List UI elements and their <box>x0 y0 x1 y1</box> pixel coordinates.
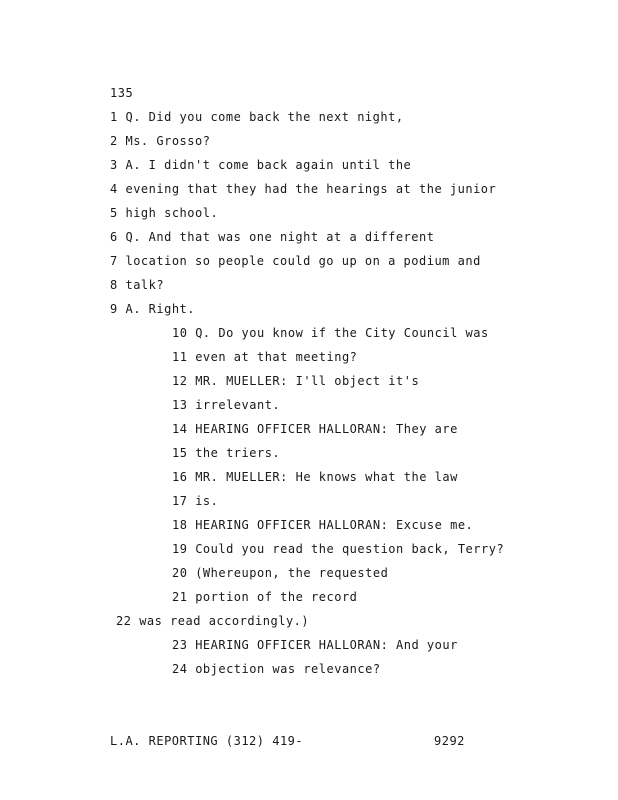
line-text: Q. Did you come back the next night, <box>125 110 404 124</box>
line-number: 16 <box>172 470 188 484</box>
line-number: 19 <box>172 542 188 556</box>
transcript-line <box>172 326 489 340</box>
transcript-line <box>110 278 164 292</box>
line-text: A. I didn't come back again until the <box>125 158 412 172</box>
transcript-line <box>116 614 309 628</box>
line-number: 9 <box>110 302 118 316</box>
line-number: 6 <box>110 230 118 244</box>
line-number: 22 <box>116 614 132 628</box>
transcript-line <box>172 566 388 580</box>
line-text: irrelevant. <box>195 398 281 412</box>
line-number: 2 <box>110 134 118 148</box>
transcript-line <box>110 134 210 148</box>
line-text: HEARING OFFICER HALLORAN: And your <box>195 638 458 652</box>
transcript-line <box>172 422 458 436</box>
line-text: A. Right. <box>125 302 195 316</box>
line-text: high school. <box>125 206 219 220</box>
line-number: 23 <box>172 638 188 652</box>
line-number: 15 <box>172 446 188 460</box>
line-number: 7 <box>110 254 118 268</box>
line-text: Ms. Grosso? <box>125 134 211 148</box>
line-number: 8 <box>110 278 118 292</box>
line-number: 20 <box>172 566 188 580</box>
line-text: even at that meeting? <box>195 350 358 364</box>
transcript-line <box>172 590 357 604</box>
page-number: 135 <box>110 86 134 100</box>
transcript-line <box>110 254 481 268</box>
line-number: 17 <box>172 494 188 508</box>
transcript-line <box>110 110 404 124</box>
transcript-line <box>172 374 419 388</box>
transcript-line <box>110 182 496 196</box>
line-text: was read accordingly.) <box>139 614 310 628</box>
transcript-line <box>172 350 357 364</box>
line-number: 1 <box>110 110 118 124</box>
line-number: 13 <box>172 398 188 412</box>
footer-phone-suffix: 9292 <box>434 734 465 748</box>
transcript-line <box>172 662 381 676</box>
footer-reporter: L.A. REPORTING (312) 419- <box>110 734 304 748</box>
line-text: the triers. <box>195 446 281 460</box>
line-text: location so people could go up on a podium and <box>125 254 481 268</box>
line-number: 11 <box>172 350 188 364</box>
transcript-line <box>172 398 280 412</box>
line-text: MR. MUELLER: He knows what the law <box>195 470 458 484</box>
line-text: Q. Do you know if the City Council was <box>195 326 489 340</box>
line-text: HEARING OFFICER HALLORAN: Excuse me. <box>195 518 474 532</box>
line-number: 5 <box>110 206 118 220</box>
transcript-line <box>110 302 195 316</box>
transcript-line <box>172 470 458 484</box>
line-text: talk? <box>125 278 165 292</box>
line-text: Q. And that was one night at a different <box>125 230 435 244</box>
line-text: MR. MUELLER: I'll object it's <box>195 374 420 388</box>
transcript-line <box>110 158 411 172</box>
line-text: HEARING OFFICER HALLORAN: They are <box>195 422 458 436</box>
line-text: evening that they had the hearings at the junior <box>125 182 497 196</box>
line-number: 12 <box>172 374 188 388</box>
transcript-line <box>110 230 434 244</box>
line-text: objection was relevance? <box>195 662 381 676</box>
line-number: 10 <box>172 326 188 340</box>
transcript-line <box>172 542 504 556</box>
line-number: 18 <box>172 518 188 532</box>
line-number: 21 <box>172 590 188 604</box>
line-number: 4 <box>110 182 118 196</box>
line-number: 3 <box>110 158 118 172</box>
line-number: 14 <box>172 422 188 436</box>
transcript-line <box>172 518 473 532</box>
transcript-line <box>172 638 458 652</box>
line-text: is. <box>195 494 219 508</box>
line-text: (Whereupon, the requested <box>195 566 389 580</box>
line-number: 24 <box>172 662 188 676</box>
line-text: portion of the record <box>195 590 358 604</box>
transcript-line <box>172 446 280 460</box>
transcript-line <box>172 494 218 508</box>
line-text: Could you read the question back, Terry? <box>195 542 505 556</box>
transcript-line <box>110 206 218 220</box>
